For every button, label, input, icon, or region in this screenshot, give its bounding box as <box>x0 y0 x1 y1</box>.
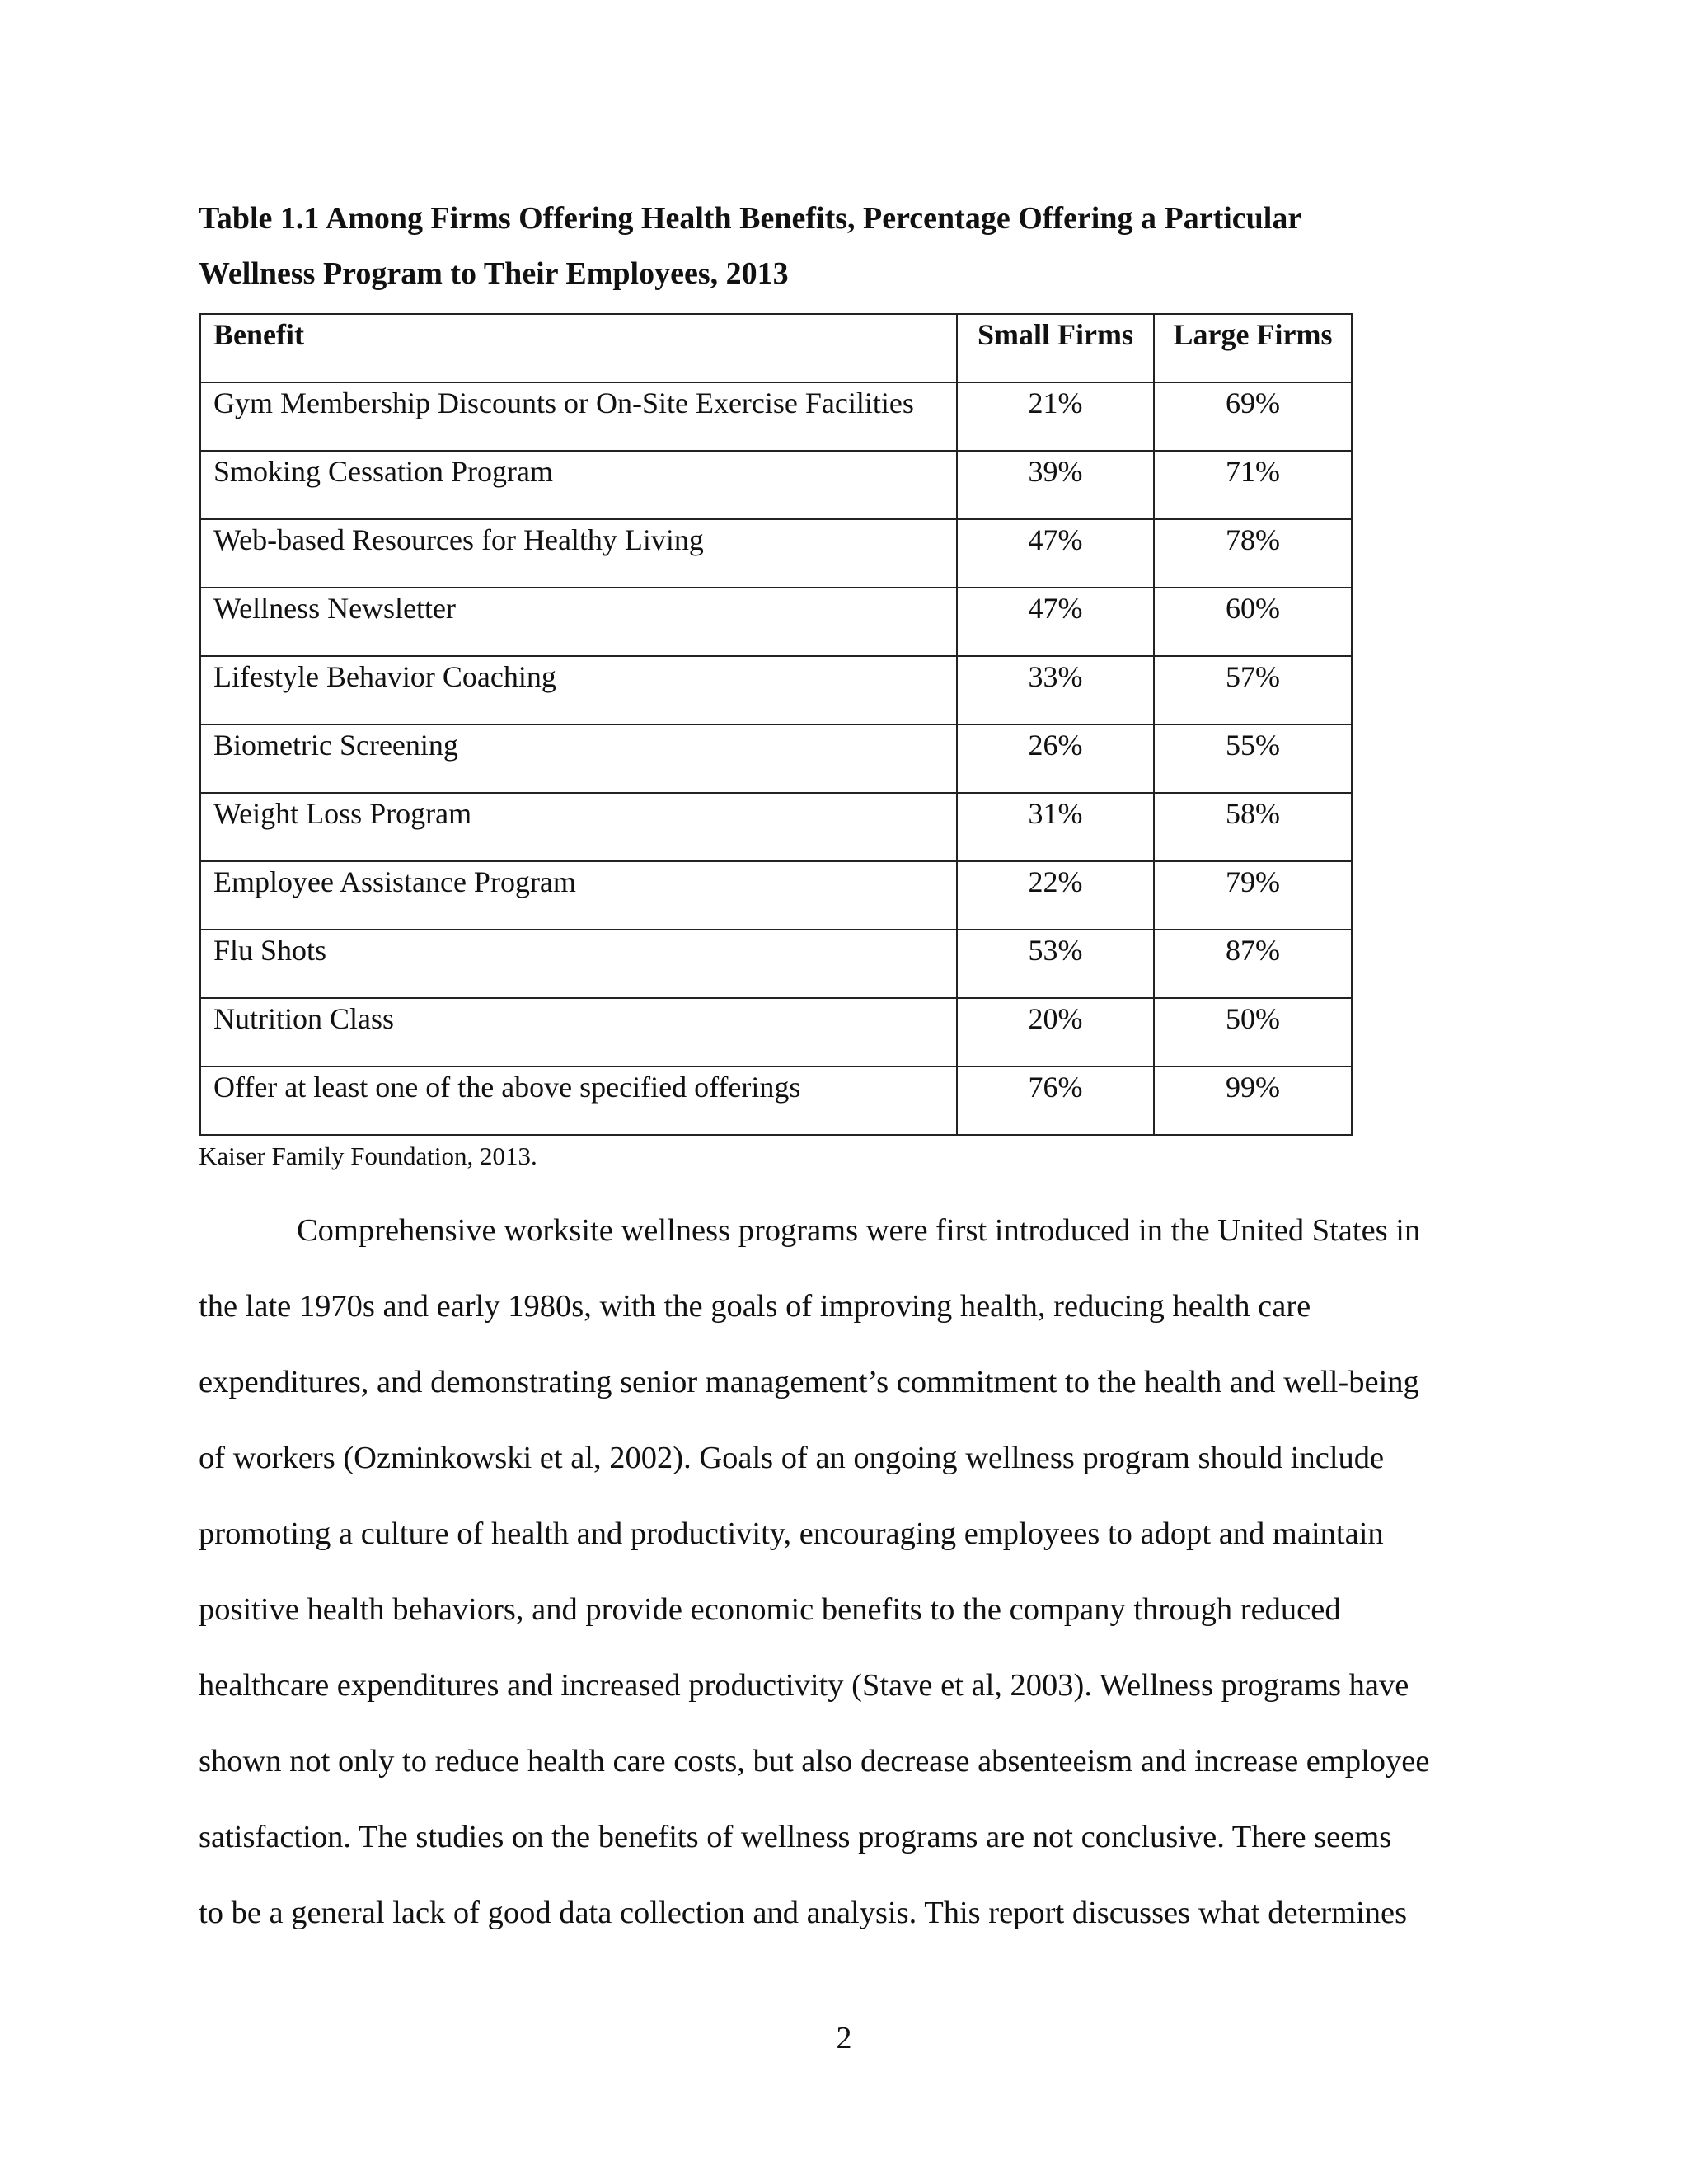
small-firms-cell: 21% <box>957 382 1154 451</box>
large-firms-cell: 57% <box>1154 656 1352 724</box>
table-row <box>200 382 1352 451</box>
wellness-program-table <box>199 313 1353 1136</box>
page-number: 2 <box>836 2021 852 2055</box>
body-line: of workers (Ozminkowski et al, 2002). Goals of an ongoing wellness program should include <box>199 1441 1385 1475</box>
body-line: promoting a culture of health and productivity, encouraging employees to adopt and maintain <box>199 1516 1384 1551</box>
benefit-cell: Gym Membership Discounts or On-Site Exercise Facilities <box>200 382 957 451</box>
benefit-cell: Offer at least one of the above specified offerings <box>200 1066 957 1135</box>
small-firms-cell: 33% <box>957 656 1154 724</box>
benefit-cell: Weight Loss Program <box>200 793 957 861</box>
table-title-line-2: Wellness Program to Their Employees, 2013 <box>199 256 789 291</box>
benefit-cell: Employee Assistance Program <box>200 861 957 930</box>
large-firms-cell: 55% <box>1154 724 1352 793</box>
table-row <box>200 930 1352 998</box>
small-firms-cell: 39% <box>957 451 1154 519</box>
body-line: the late 1970s and early 1980s, with the goals of improving health, reducing health care <box>199 1289 1311 1324</box>
table-row <box>200 656 1352 724</box>
large-firms-cell: 50% <box>1154 998 1352 1066</box>
benefit-cell: Wellness Newsletter <box>200 588 957 656</box>
small-firms-cell: 26% <box>957 724 1154 793</box>
small-firms-cell: 47% <box>957 519 1154 588</box>
large-firms-cell: 79% <box>1154 861 1352 930</box>
body-line: expenditures, and demonstrating senior management’s commitment to the health and well-being <box>199 1365 1419 1399</box>
table-header-row <box>200 314 1352 382</box>
small-firms-cell: 20% <box>957 998 1154 1066</box>
benefit-cell: Biometric Screening <box>200 724 957 793</box>
body-line: satisfaction. The studies on the benefits of wellness programs are not conclusive. There seems <box>199 1820 1392 1854</box>
body-line: shown not only to reduce health care costs, but also decrease absenteeism and increase employee <box>199 1744 1430 1779</box>
large-firms-cell: 87% <box>1154 930 1352 998</box>
small-firms-cell: 53% <box>957 930 1154 998</box>
body-line: Comprehensive worksite wellness programs were first introduced in the United States in <box>297 1213 1421 1248</box>
table-row <box>200 588 1352 656</box>
small-firms-cell: 76% <box>957 1066 1154 1135</box>
large-firms-cell: 58% <box>1154 793 1352 861</box>
benefit-cell: Lifestyle Behavior Coaching <box>200 656 957 724</box>
benefit-cell: Smoking Cessation Program <box>200 451 957 519</box>
table-row <box>200 998 1352 1066</box>
table-row <box>200 861 1352 930</box>
table-source-note: Kaiser Family Foundation, 2013. <box>199 1141 537 1170</box>
table-row <box>200 451 1352 519</box>
small-firms-cell: 31% <box>957 793 1154 861</box>
large-firms-cell: 78% <box>1154 519 1352 588</box>
large-firms-cell: 99% <box>1154 1066 1352 1135</box>
benefit-cell: Flu Shots <box>200 930 957 998</box>
small-firms-cell: 47% <box>957 588 1154 656</box>
table-row <box>200 1066 1352 1135</box>
small-firms-cell: 22% <box>957 861 1154 930</box>
benefit-cell: Web-based Resources for Healthy Living <box>200 519 957 588</box>
header-benefit: Benefit <box>200 314 957 382</box>
header-small-firms: Small Firms <box>957 314 1154 382</box>
table-row <box>200 519 1352 588</box>
large-firms-cell: 69% <box>1154 382 1352 451</box>
body-line: positive health behaviors, and provide economic benefits to the company through reduced <box>199 1592 1341 1627</box>
table-title-line-1: Table 1.1 Among Firms Offering Health Benefits, Percentage Offering a Particular <box>199 201 1302 236</box>
large-firms-cell: 71% <box>1154 451 1352 519</box>
table-title <box>199 191 1517 302</box>
table-row <box>200 724 1352 793</box>
body-paragraph <box>199 1193 1484 1951</box>
table-row <box>200 793 1352 861</box>
body-line: healthcare expenditures and increased productivity (Stave et al, 2003). Wellness programs have <box>199 1668 1409 1703</box>
benefit-cell: Nutrition Class <box>200 998 957 1066</box>
header-large-firms: Large Firms <box>1154 314 1352 382</box>
body-line: to be a general lack of good data collection and analysis. This report discusses what determines <box>199 1896 1408 1930</box>
large-firms-cell: 60% <box>1154 588 1352 656</box>
